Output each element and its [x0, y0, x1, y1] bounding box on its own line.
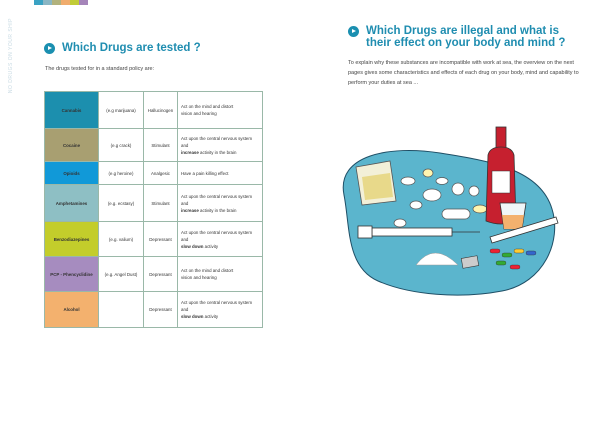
capsule: [442, 209, 470, 219]
stripe-segment: [43, 0, 52, 5]
effect-cell: Act on the mind and distort vision and hearing: [178, 257, 263, 292]
effect-cell: Act upon the central nervous system and slow down activity: [178, 222, 263, 257]
pill: [452, 183, 464, 195]
drug-name-cell: Amphetamines: [45, 185, 99, 222]
right-heading: [348, 25, 565, 49]
example-cell: (e.g crack): [99, 129, 144, 162]
syringe: [372, 228, 452, 236]
effect-cell: Have a pain killing effect: [178, 162, 263, 185]
table-row: [45, 292, 263, 328]
bottle-neck: [496, 127, 506, 149]
table-row: [45, 257, 263, 292]
color-stripe: [34, 0, 88, 5]
type-cell: Depressant: [144, 257, 178, 292]
type-cell: Depressant: [144, 222, 178, 257]
example-cell: (e.g heroine): [99, 162, 144, 185]
capsule: [502, 253, 512, 257]
arrow-bullet-icon: [44, 43, 55, 54]
drug-name-cell: Alcohol: [45, 292, 99, 328]
capsule: [526, 251, 536, 255]
table-row: [45, 129, 263, 162]
stripe-segment: [61, 0, 70, 5]
pill: [423, 169, 433, 177]
intro-text: The drugs tested for in a standard policy are:: [45, 66, 155, 72]
right-heading-text: Which Drugs are illegal and what is their effect on your body and mind ?: [366, 25, 566, 49]
effect-cell: Act on the mind and distort vision and hearing: [178, 92, 263, 129]
capsule: [496, 261, 506, 265]
syringe-plunger: [358, 226, 372, 238]
effect-cell: Act upon the central nervous system and increase activity in the brain: [178, 185, 263, 222]
example-cell: [99, 292, 144, 328]
pill: [436, 178, 448, 185]
table-row: [45, 185, 263, 222]
drug-name-cell: Opioids: [45, 162, 99, 185]
table-row: [45, 92, 263, 129]
bottle-label: [492, 171, 510, 193]
type-cell: Depressant: [144, 292, 178, 328]
pill: [469, 186, 479, 196]
example-cell: (e.g. Angel Dust): [99, 257, 144, 292]
bag-powder: [362, 173, 393, 200]
capsule: [490, 249, 500, 253]
example-cell: (e.g. valium): [99, 222, 144, 257]
drug-name-cell: Cannabis: [45, 92, 99, 129]
drugs-illustration: [330, 125, 562, 300]
stripe-segment: [52, 0, 61, 5]
drug-name-cell: Cocaine: [45, 129, 99, 162]
left-heading: [44, 42, 201, 54]
stripe-segment: [79, 0, 88, 5]
pill: [423, 189, 441, 201]
type-cell: Hallucinogen: [144, 92, 178, 129]
capsule: [514, 249, 524, 253]
right-paragraph: To explain why these substances are incompatible with work at sea, the overview on the next pages gives some characteristics and effects of each drug on your body, mind and capability to perform your duties at sea ...: [348, 60, 579, 86]
capsule: [510, 265, 520, 269]
example-cell: (e.g. ecstasy): [99, 185, 144, 222]
type-cell: Stimulant: [144, 185, 178, 222]
left-heading-text: Which Drugs are tested ?: [62, 42, 201, 54]
effect-cell: Act upon the central nervous system and increase activity in the brain: [178, 129, 263, 162]
effect-cell: Act upon the central nervous system and slow down activity: [178, 292, 263, 328]
pill: [410, 201, 422, 209]
drug-name-cell: PCP - Phencyclidine: [45, 257, 99, 292]
example-cell: (e.g marijuana): [99, 92, 144, 129]
drugs-table: [44, 91, 263, 328]
type-cell: Analgesic: [144, 162, 178, 185]
type-cell: Stimulant: [144, 129, 178, 162]
table-row: [45, 162, 263, 185]
table-row: [45, 222, 263, 257]
pill: [394, 219, 406, 227]
drug-name-cell: Benzodiazepines: [45, 222, 99, 257]
glass-liquid: [502, 215, 524, 229]
stripe-segment: [34, 0, 43, 5]
pill: [473, 205, 487, 213]
side-running-title: NO DRUGS ON YOUR SHIP: [8, 18, 14, 94]
stripe-segment: [70, 0, 79, 5]
arrow-bullet-icon: [348, 26, 359, 37]
pill: [401, 177, 415, 185]
